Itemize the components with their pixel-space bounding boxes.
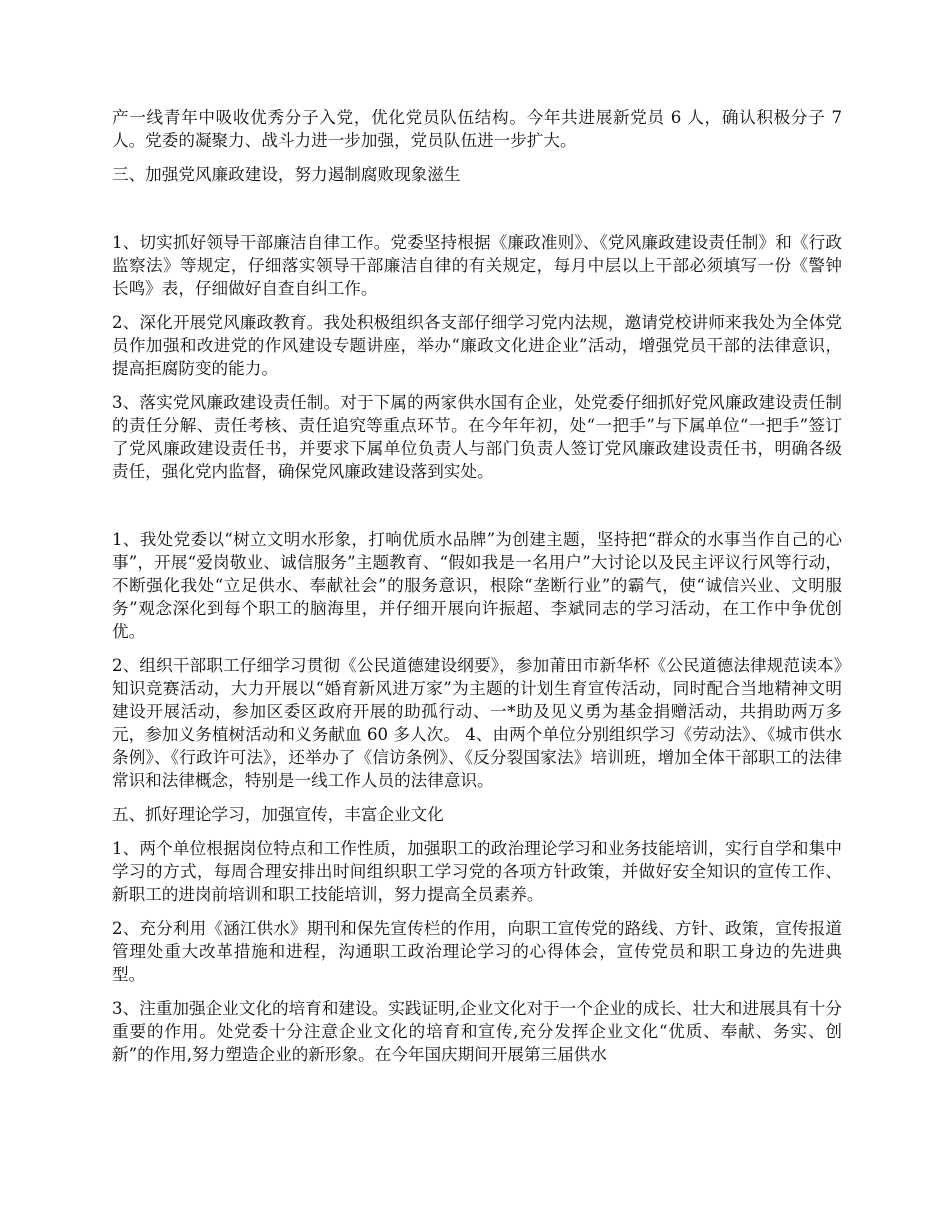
paragraph-5-3: 3、注重加强企业文化的培育和建设。实践证明,企业文化对于一个企业的成长、壮大和进展具有十分重要的作用。处党委十分注意企业文化的培育和宣传,充分发挥企业文化“优质、奉献、务实、创新”的作用,努力塑造企业的新形象。在今年国庆期间开展第三届供水 (112, 999, 842, 1064)
paragraph-5-2: 2、充分利用《涵江供水》期刊和保先宣传栏的作用，向职工宣传党的路线、方针、政策，宣传报道管理处重大改革措施和进程，沟通职工政治理论学习的心得体会，宣传党员和职工身边的先进典型。 (112, 919, 842, 984)
paragraph-4-2: 2、组织干部职工仔细学习贯彻《公民道德建设纲要》，参加莆田市新华杯《公民道德法律规范读本》知识竞赛活动，大力开展以“婚育新风进万家”为主题的计划生育宣传活动，同时配合当地精神文明建设开展活动，参加区委区政府开展的助孤行动、一*助及见义勇为基金捐赠活动，共捐助两万多元，参加义务植树活动和义务献血 60 多人次。 4、由两个单位分别组织学习《劳动法》、《城市供水条例》、《行政许可法》，还举办了《信访条例》、《反分裂国家法》培训班，增加全体干部职工的法律常识和法律概念，特别是一线工作人员的法律意识。 (112, 656, 842, 790)
paragraph-3-3: 3、落实党风廉政建设责任制。对于下属的两家供水国有企业，处党委仔细抓好党风廉政建设责任制的责任分解、责任考核、责任追究等重点环节。在今年年初，处“一把手”与下属单位“一把手”签订了党风廉政建设责任书，并要求下属单位负责人与部门负责人签订党风廉政建设责任书，明确各级责任，强化党内监督，确保党风廉政建设落到实处。 (112, 393, 842, 481)
section-heading-5: 五、抓好理论学习，加强宣传，丰富企业文化 (112, 805, 444, 824)
paragraph-3-2: 2、深化开展党风廉政教育。我处积极组织各支部仔细学习党内法规，邀请党校讲师来我处为全体党员作加强和改进党的作风建设专题讲座，举办“廉政文化进企业”活动，增强党员干部的法律意识，提高拒腐防变的能力。 (112, 313, 842, 378)
blank-line (112, 494, 842, 528)
document-page (112, 106, 842, 1077)
paragraph-5-1: 1、两个单位根据岗位特点和工作性质，加强职工的政治理论学习和业务技能培训，实行自学和集中学习的方式，每周合理安排出时间组织职工学习党的各项方针政策，并做好安全知识的宣传工作、新职工的进岗前培训和职工技能培训，努力提高全员素养。 (112, 839, 842, 904)
blank-line (112, 197, 842, 231)
paragraph-3-1: 1、切实抓好领导干部廉洁自律工作。党委坚持根据《廉政准则》、《党风廉政建设责任制》和《行政监察法》等规定，仔细落实领导干部廉洁自律的有关规定，每月中层以上干部必须填写一份《警钟长鸣》表，仔细做好自查自纠工作。 (112, 233, 842, 298)
section-heading-3: 三、加强党风廉政建设，努力遏制腐败现象滋生 (112, 165, 461, 184)
paragraph-4-1: 1、我处党委以“树立文明水形象，打响优质水品牌”为创建主题，坚持把“群众的水事当作自己的心事”，开展“爱岗敬业、诚信服务”主题教育、“假如我是一名用户”大讨论以及民主评议行风等行动，不断强化我处“立足供水、奉献社会”的服务意识，根除“垄断行业”的霸气，使“诚信兴业、文明服务”观念深化到每个职工的脑海里，并仔细开展向许振超、李斌同志的学习活动，在工作中争优创优。 (112, 530, 842, 641)
paragraph-party-recruitment: 产一线青年中吸收优秀分子入党，优化党员队伍结构。今年共进展新党员 6 人，确认积极分子 7 人。党委的凝聚力、战斗力进一步加强，党员队伍进一步扩大。 (112, 108, 842, 150)
